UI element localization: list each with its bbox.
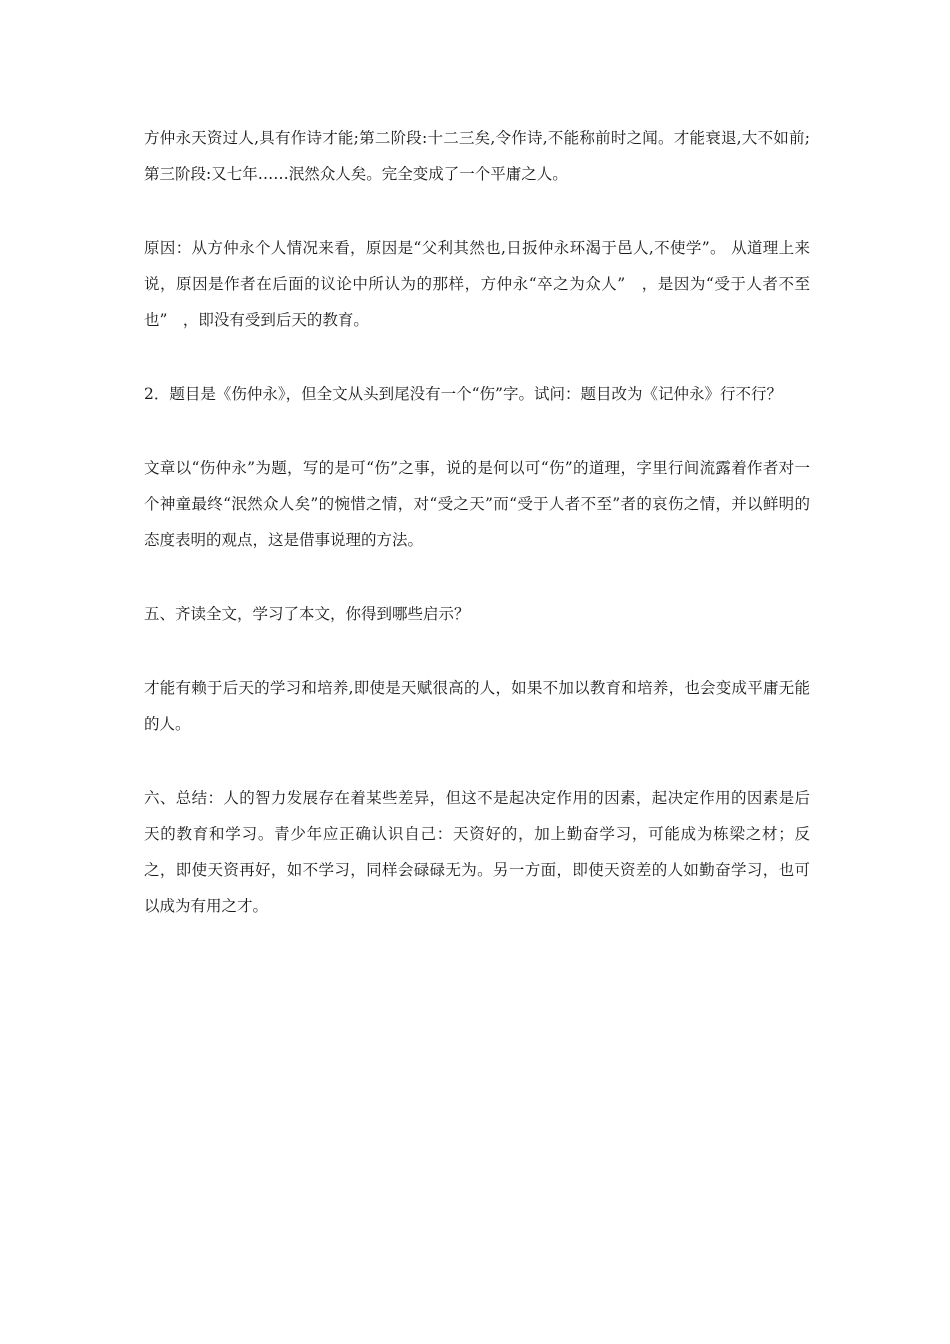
paragraph-reasons: 原因：从方仲永个人情况来看，原因是“父利其然也,日扳仲永环渴于邑人,不使学”。 从道理上来说，原因是作者在后面的议论中所认为的那样，方仲永“卒之为众人” ，是因为“受于人者不至也” ，即没有受到后天的教育。 [144, 239, 810, 329]
paragraph-section-five-heading: 五、齐读全文，学习了本文，你得到哪些启示？ [144, 605, 470, 623]
paragraph-inspiration: 才能有赖于后天的学习和培养,即使是天赋很高的人，如果不加以教育和培养，也会变成平庸无能的人。 [144, 679, 810, 733]
paragraph-section-six-summary: 六、总结：人的智力发展存在着某些差异，但这不是起决定作用的因素，起决定作用的因素是后天的教育和学习。青少年应正确认识自己：天资好的，加上勤奋学习，可能成为栋梁之材；反之，即使天资再好，如不学习，同样会碌碌无为。另一方面，即使天资差的人如勤奋学习，也可以成为有用之才。 [144, 789, 810, 915]
paragraph-title-answer: 文章以“伤仲永”为题，写的是可“伤”之事，说的是何以可“伤”的道理，字里行间流露着作者对一个神童最终“泯然众人矣”的惋惜之情，对“受之天”而“受于人者不至”者的哀伤之情，并以鲜明的态度表明的观点，这是借事说理的方法。 [144, 459, 810, 549]
paragraph-question-title: 2．题目是《伤仲永》，但全文从头到尾没有一个“伤”字。试问：题目改为《记仲永》行不行？ [144, 385, 782, 403]
paragraph-stages-summary: 方仲永天资过人,具有作诗才能;第二阶段:十二三矣,令作诗,不能称前时之闻。才能衰退,大不如前;第三阶段:又七年……泯然众人矣。完全变成了一个平庸之人。 [144, 129, 810, 183]
document-body [144, 120, 810, 962]
